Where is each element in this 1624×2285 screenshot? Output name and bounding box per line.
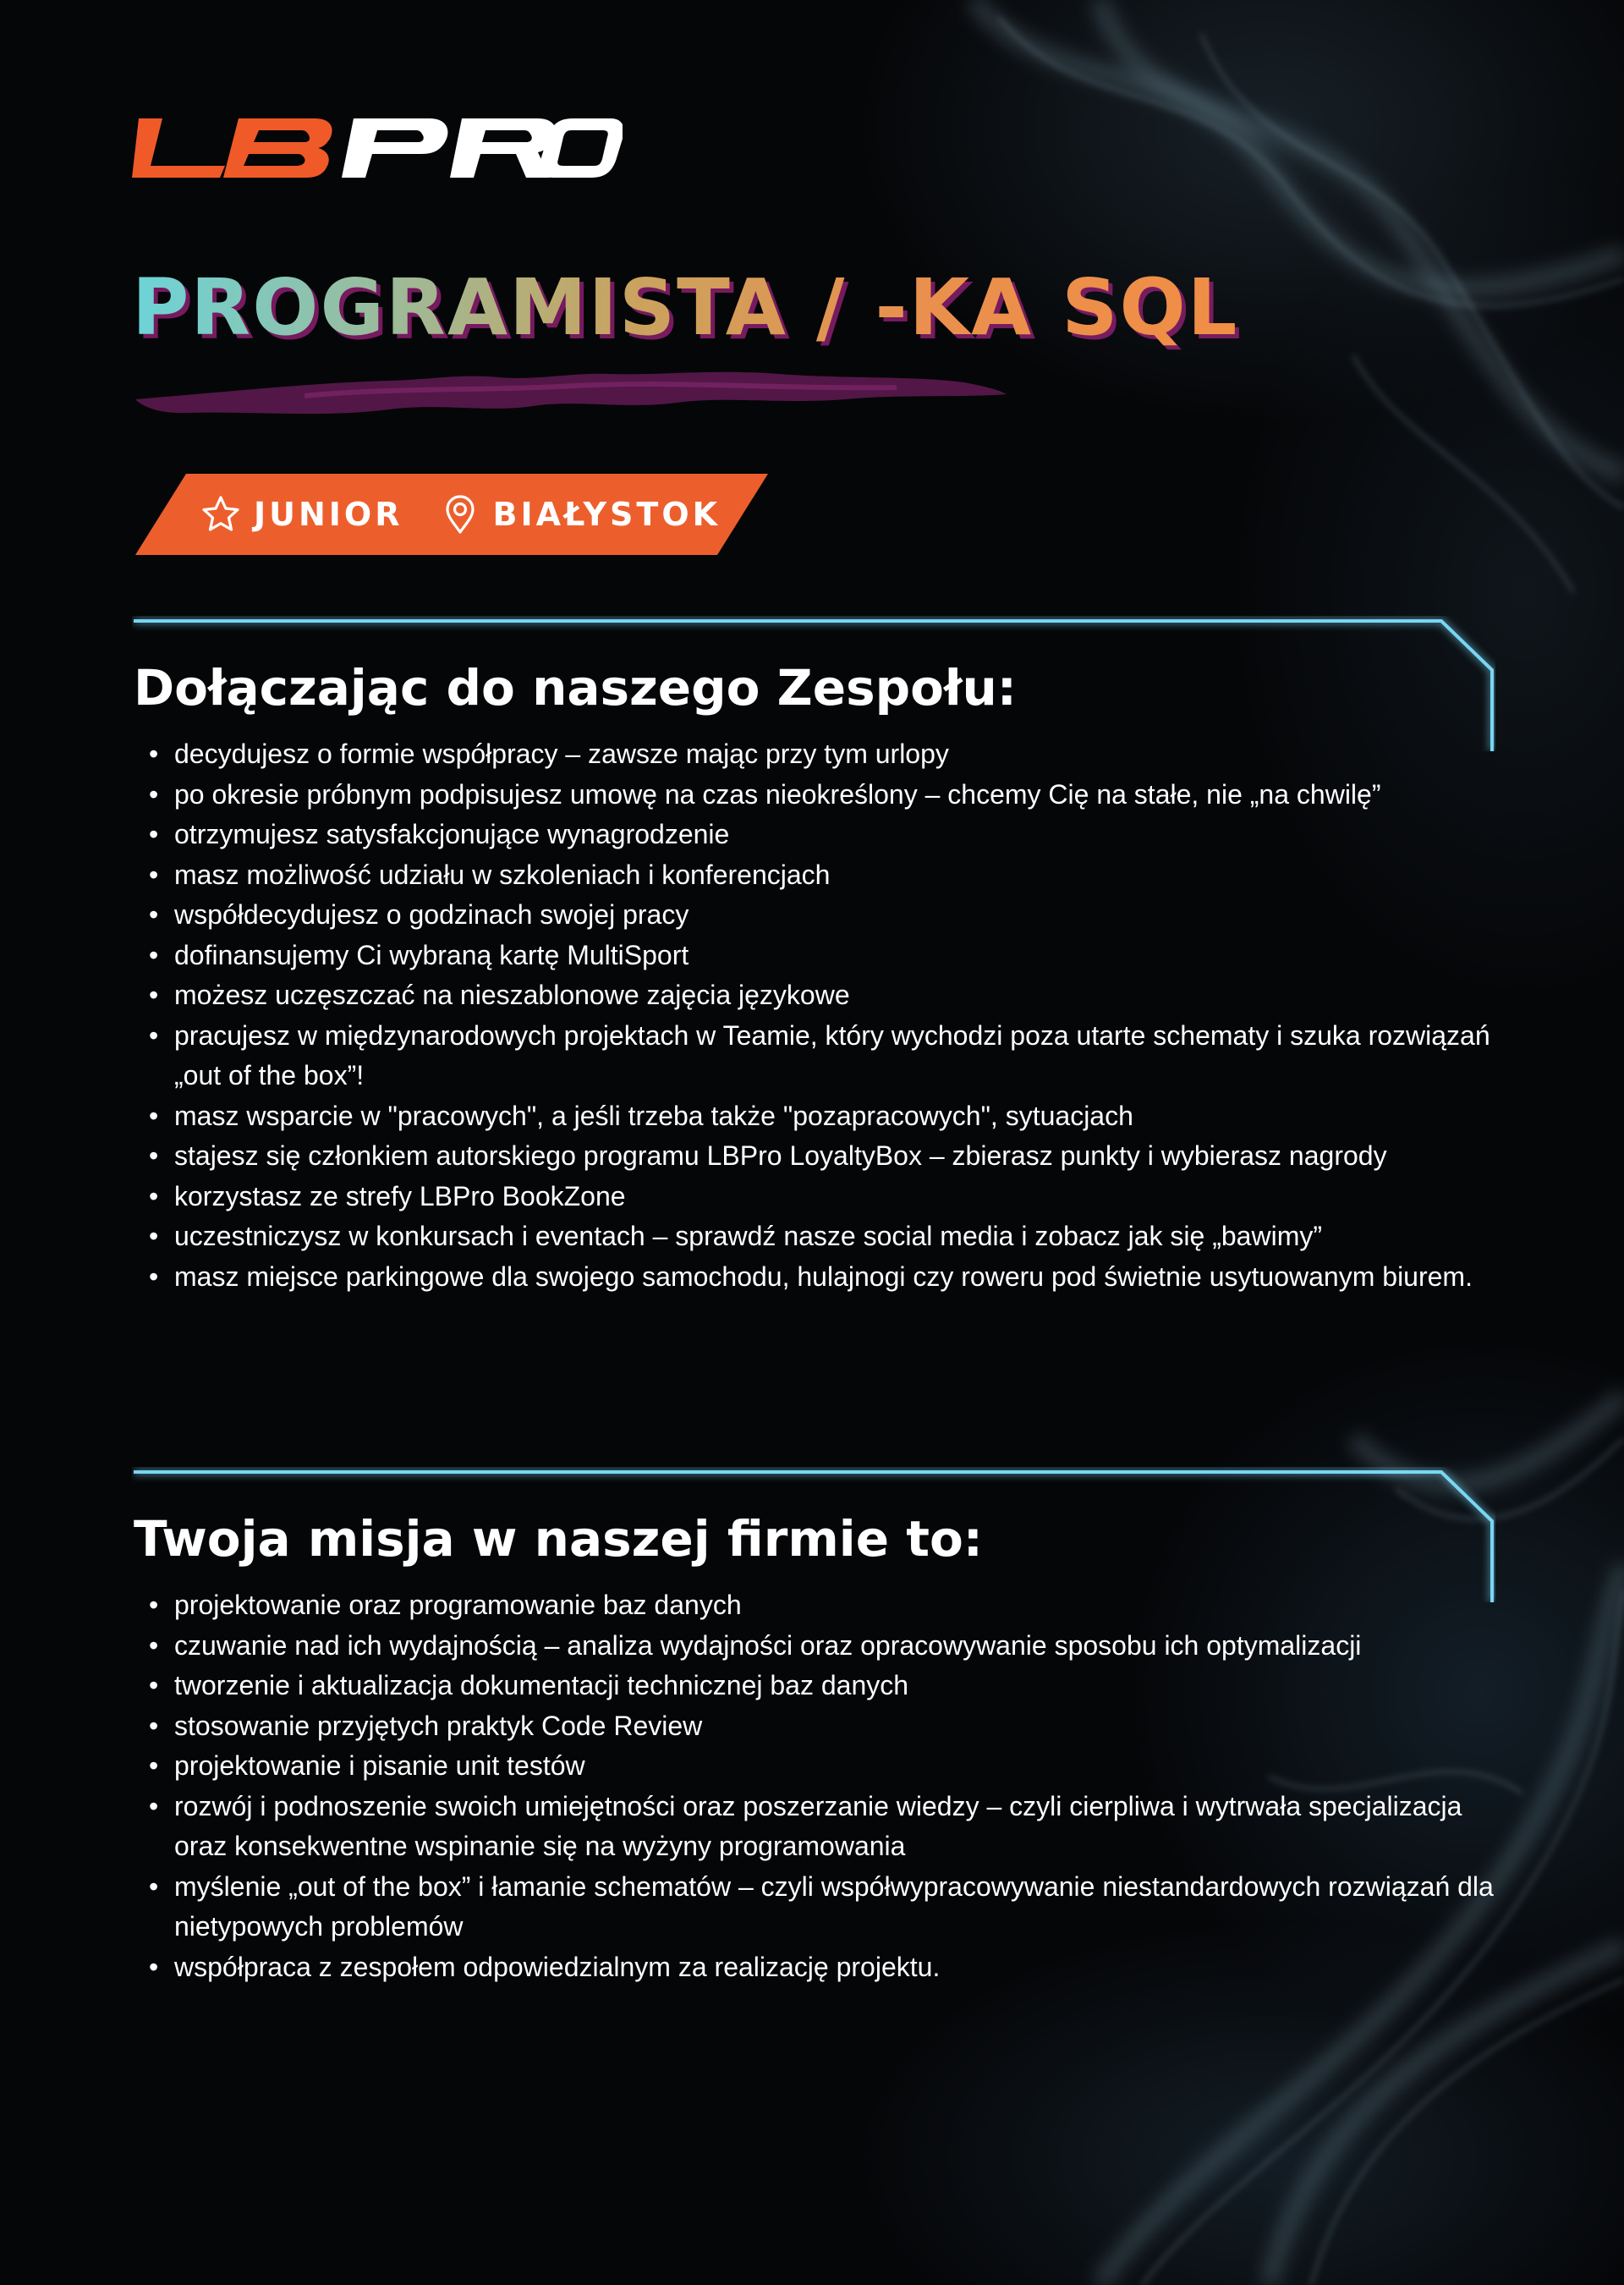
list-item: • dofinansujemy Ci wybraną kartę MultiSport (149, 936, 1494, 976)
list-item: • współdecydujesz o godzinach swojej pracy (149, 895, 1494, 936)
list-item: • stajesz się członkiem autorskiego programu LBPro LoyaltyBox – zbierasz punkty i wybierasz nagrody (149, 1136, 1494, 1177)
list-item: • współpraca z zespołem odpowiedzialnym za realizację projektu. (149, 1947, 1494, 1988)
section-heading-mission: Twoja misja w naszej firmie to: (134, 1510, 983, 1568)
lbpro-logo (132, 110, 623, 186)
mission-list (149, 1585, 1494, 1987)
list-item: • korzystasz ze strefy LBPro BookZone (149, 1177, 1494, 1217)
list-item: • rozwój i podnoszenie swoich umiejętności oraz poszerzanie wiedzy – czyli cierpliwa i wytrwała specjalizacja oraz konsekwentne wspinanie się na wyżyny programowania (149, 1787, 1494, 1867)
section-heading-benefits: Dołączając do naszego Zespołu: (134, 659, 1017, 717)
location-label: BIAŁYSTOK (492, 496, 721, 533)
list-item: • czuwanie nad ich wydajnością – analiza wydajności oraz opracowywanie sposobu ich optymalizacji (149, 1626, 1494, 1667)
list-item: • masz miejsce parkingowe dla swojego samochodu, hulajnogi czy roweru pod świetnie usytuowanym biurem. (149, 1257, 1494, 1298)
level-label: JUNIOR (254, 496, 403, 533)
brush-stroke-decoration (135, 365, 1007, 425)
list-item: • masz wsparcie w "pracowych", a jeśli trzeba także "pozapracowych", sytuacjach (149, 1096, 1494, 1137)
list-item: • tworzenie i aktualizacja dokumentacji technicznej baz danych (149, 1666, 1494, 1706)
star-icon (200, 493, 242, 536)
list-item: • projektowanie oraz programowanie baz danych (149, 1585, 1494, 1626)
list-item: • pracujesz w międzynarodowych projektach w Teamie, który wychodzi poza utarte schematy i szuka rozwiązań „out of the box”! (149, 1016, 1494, 1096)
list-item: • masz możliwość udziału w szkoleniach i konferencjach (149, 855, 1494, 896)
list-item: • otrzymujesz satysfakcjonujące wynagrodzenie (149, 815, 1494, 855)
benefits-list (149, 734, 1494, 1297)
job-meta-badge (135, 474, 768, 555)
list-item: • projektowanie i pisanie unit testów (149, 1746, 1494, 1787)
location-pin-icon (439, 493, 481, 536)
list-item: • uczestniczysz w konkursach i eventach – sprawdź nasze social media i zobacz jak się „bawimy” (149, 1217, 1494, 1257)
list-item: • decydujesz o formie współpracy – zawsze mając przy tym urlopy (149, 734, 1494, 775)
list-item: • możesz uczęszczać na nieszablonowe zajęcia językowe (149, 975, 1494, 1016)
list-item: • myślenie „out of the box” i łamanie schematów – czyli współwypracowywanie niestandardowych rozwiązań dla nietypowych problemów (149, 1867, 1494, 1947)
job-title: PROGRAMISTA / -KA SQL (132, 262, 1239, 353)
list-item: • po okresie próbnym podpisujesz umowę na czas nieokreślony – chcemy Cię na stałe, nie „na chwilę” (149, 775, 1494, 816)
list-item: • stosowanie przyjętych praktyk Code Review (149, 1706, 1494, 1747)
